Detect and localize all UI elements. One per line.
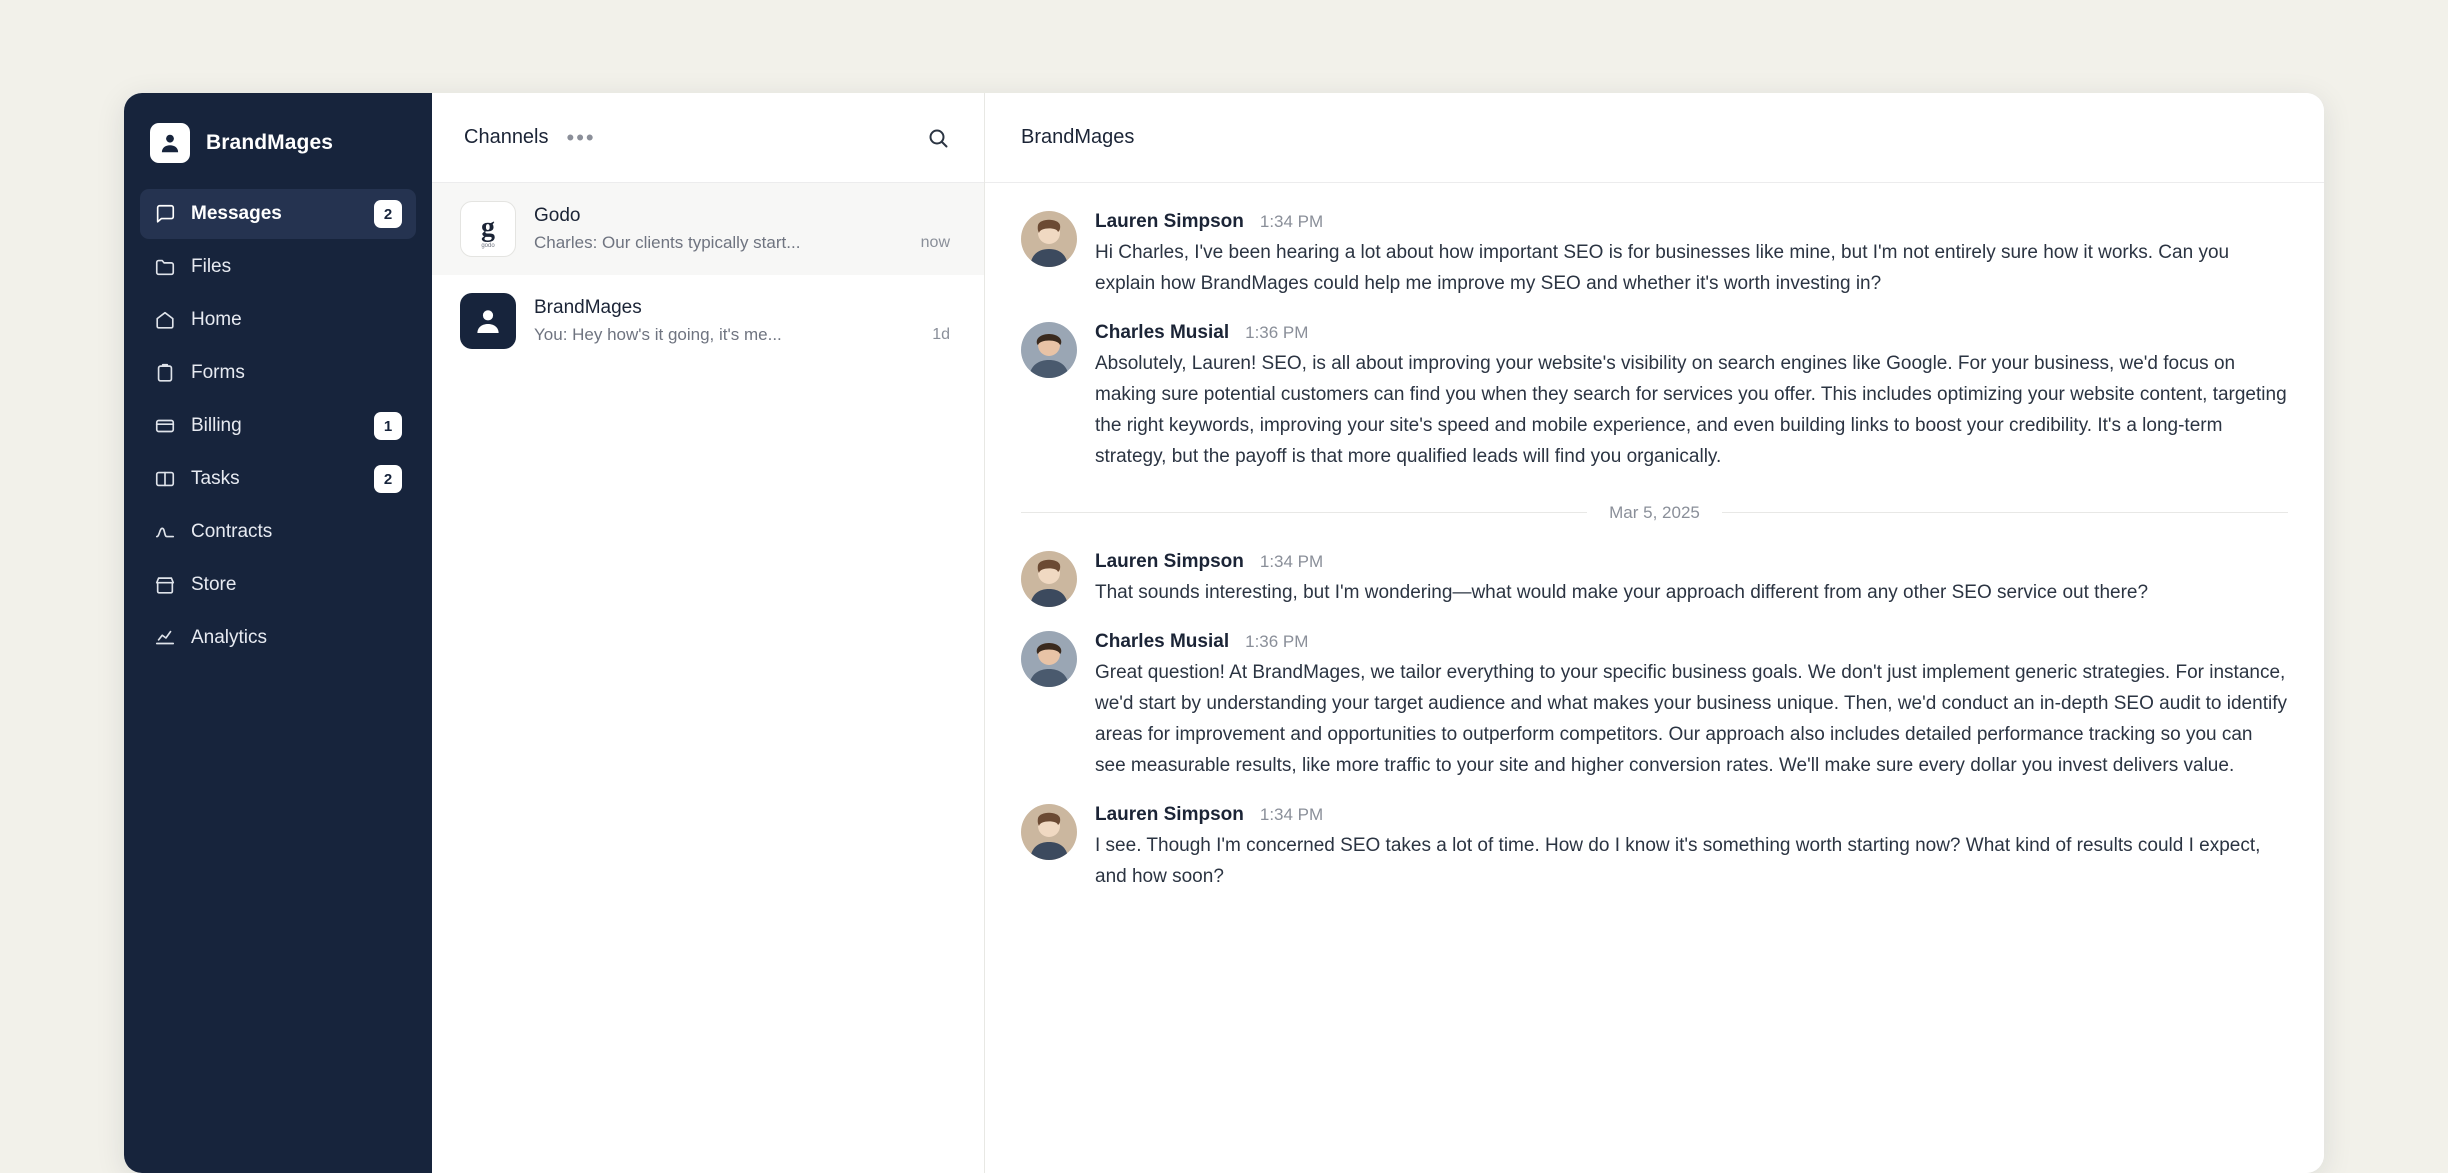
sidebar-item-label: Tasks (191, 468, 240, 489)
sidebar-item-label: Files (191, 256, 232, 277)
channel-row-godo[interactable] (432, 183, 984, 275)
message-time: 1:36 PM (1245, 322, 1309, 342)
divider-rule-right (1722, 512, 2288, 513)
channel-row-bottom (534, 325, 950, 345)
sidebar-item-billing[interactable] (140, 401, 416, 451)
message-text: Great question! At BrandMages, we tailor everything to your specific business goals. We don't just implement generic strategies. For instance, we'd start by understanding your target audience and what makes your business unique. Then, we'd conduct an in-depth SEO audit to identify areas for improvement and opportunities to outperform competitors. Our approach also includes detailed performance tracking so you can see measurable results, like more traffic to your site and higher conversion rates. We'll make sure every dollar you invest delivers value. (1095, 661, 2287, 776)
divider-rule-left (1021, 512, 1587, 513)
sidebar-item-label: Billing (191, 415, 242, 436)
search-icon[interactable] (926, 126, 950, 150)
message-author: Charles Musial (1095, 321, 1230, 343)
message-list[interactable] (985, 183, 2324, 1173)
message-author: Lauren Simpson (1095, 803, 1244, 825)
sidebar-item-analytics[interactable] (140, 613, 416, 663)
sidebar-item-label: Store (191, 574, 237, 595)
channel-name: BrandMages (534, 297, 642, 318)
message-time: 1:34 PM (1259, 212, 1324, 231)
folder-icon (154, 256, 176, 278)
message-text: I see. Though I'm concerned SEO takes a lot of time. How do I know it's something worth starting now? What kind of results could I expect, and how soon? (1095, 834, 2261, 887)
sidebar-nav (124, 189, 432, 663)
channel-row-body (534, 205, 950, 253)
channel-row-top (534, 205, 950, 227)
message-text: Hi Charles, I've been hearing a lot about how important SEO is for businesses like mine, but I'm not entirely sure how it works. Can you explain how BrandMages could help me improve my SEO and whether it's worth investing in? (1095, 242, 2230, 294)
message-meta (1095, 631, 2288, 653)
sidebar-item-home[interactable] (140, 295, 416, 345)
message-text: Absolutely, Lauren! SEO, is all about improving your website's visibility on search engines like Google. For your business, we'd focus on making sure potential customers can find you when they search for services you offer. This includes optimizing your website content, targeting the right keywords, improving your site's speed and mobile experience, and even building links to boost your credibility. It's a long-term strategy, but the payoff is that more qualified leads will find you organically. (1095, 352, 2287, 467)
conversation-title: BrandMages (1021, 126, 1135, 148)
channel-list-panel (432, 93, 985, 1173)
sidebar-item-messages[interactable] (140, 189, 416, 239)
sidebar-badge-tasks: 2 (374, 465, 402, 493)
brandmages-logo-icon (150, 123, 190, 163)
app-window (124, 93, 2324, 1173)
sidebar (124, 93, 432, 1173)
message-body (1095, 631, 2288, 782)
message-icon (154, 203, 176, 225)
sidebar-badge-billing: 1 (374, 412, 402, 440)
message-body (1095, 211, 2288, 300)
message-item (1021, 804, 2288, 893)
sidebar-item-tasks[interactable] (140, 454, 416, 504)
message-time: 1:34 PM (1259, 804, 1324, 824)
message-item (1021, 551, 2288, 609)
channel-name: Godo (534, 205, 581, 226)
channel-time: 1d (932, 326, 950, 343)
sidebar-item-store[interactable] (140, 560, 416, 610)
home-icon (154, 309, 176, 331)
chart-icon (154, 627, 176, 649)
channels-more-button[interactable]: ••• (566, 124, 596, 150)
clipboard-icon (154, 362, 176, 384)
store-icon (154, 574, 176, 596)
channel-row-top (534, 297, 950, 319)
card-icon (154, 415, 176, 437)
divider-date: Mar 5, 2025 (1609, 502, 1700, 522)
sidebar-item-contracts[interactable] (140, 507, 416, 557)
sidebar-item-label: Analytics (191, 627, 268, 648)
svg-text:godo: godo (481, 243, 495, 249)
channel-preview: Charles: Our clients typically start... (534, 233, 801, 252)
book-icon (154, 468, 176, 490)
conversation-panel (985, 93, 2324, 1173)
brand-header[interactable] (124, 93, 432, 189)
message-author: Charles Musial (1095, 630, 1230, 652)
brandmages-logo-icon (460, 293, 516, 349)
message-body (1095, 322, 2288, 473)
conversation-header (985, 93, 2324, 183)
avatar-lauren (1021, 551, 1077, 607)
sidebar-item-forms[interactable] (140, 348, 416, 398)
sidebar-item-label: Messages (191, 203, 282, 224)
message-text: That sounds interesting, but I'm wondering—what would make your approach different from any other SEO service out there? (1095, 581, 2149, 603)
sidebar-badge-messages: 2 (374, 200, 402, 228)
message-time: 1:34 PM (1259, 551, 1324, 571)
message-meta (1095, 804, 2288, 826)
svg-text:g: g (481, 212, 495, 243)
date-divider (1021, 503, 2288, 523)
message-author: Lauren Simpson (1095, 550, 1244, 572)
message-meta (1095, 211, 2288, 233)
sidebar-item-label: Contracts (191, 521, 273, 542)
message-author: Lauren Simpson (1095, 211, 1244, 232)
message-item (1021, 322, 2288, 473)
channels-title: Channels (464, 126, 549, 148)
godo-logo-icon (460, 201, 516, 257)
message-body (1095, 804, 2288, 893)
message-item (1021, 631, 2288, 782)
channel-row-brandmages[interactable] (432, 275, 984, 367)
signature-icon (154, 521, 176, 543)
avatar-charles (1021, 322, 1077, 378)
channel-preview: You: Hey how's it going, it's me... (534, 325, 782, 344)
avatar-lauren (1021, 211, 1077, 267)
message-meta (1095, 322, 2288, 344)
avatar-lauren (1021, 804, 1077, 860)
channels-header (432, 93, 984, 183)
avatar-charles (1021, 631, 1077, 687)
channel-row-body (534, 297, 950, 345)
message-time: 1:36 PM (1245, 631, 1309, 651)
sidebar-item-label: Home (191, 309, 242, 330)
message-meta (1095, 551, 2288, 573)
message-body (1095, 551, 2288, 609)
brand-name: BrandMages (206, 131, 334, 154)
message-item (1021, 211, 2288, 300)
channel-time: now (920, 234, 950, 251)
channel-row-bottom (534, 233, 950, 253)
sidebar-item-label: Forms (191, 362, 245, 383)
sidebar-item-files[interactable] (140, 242, 416, 292)
